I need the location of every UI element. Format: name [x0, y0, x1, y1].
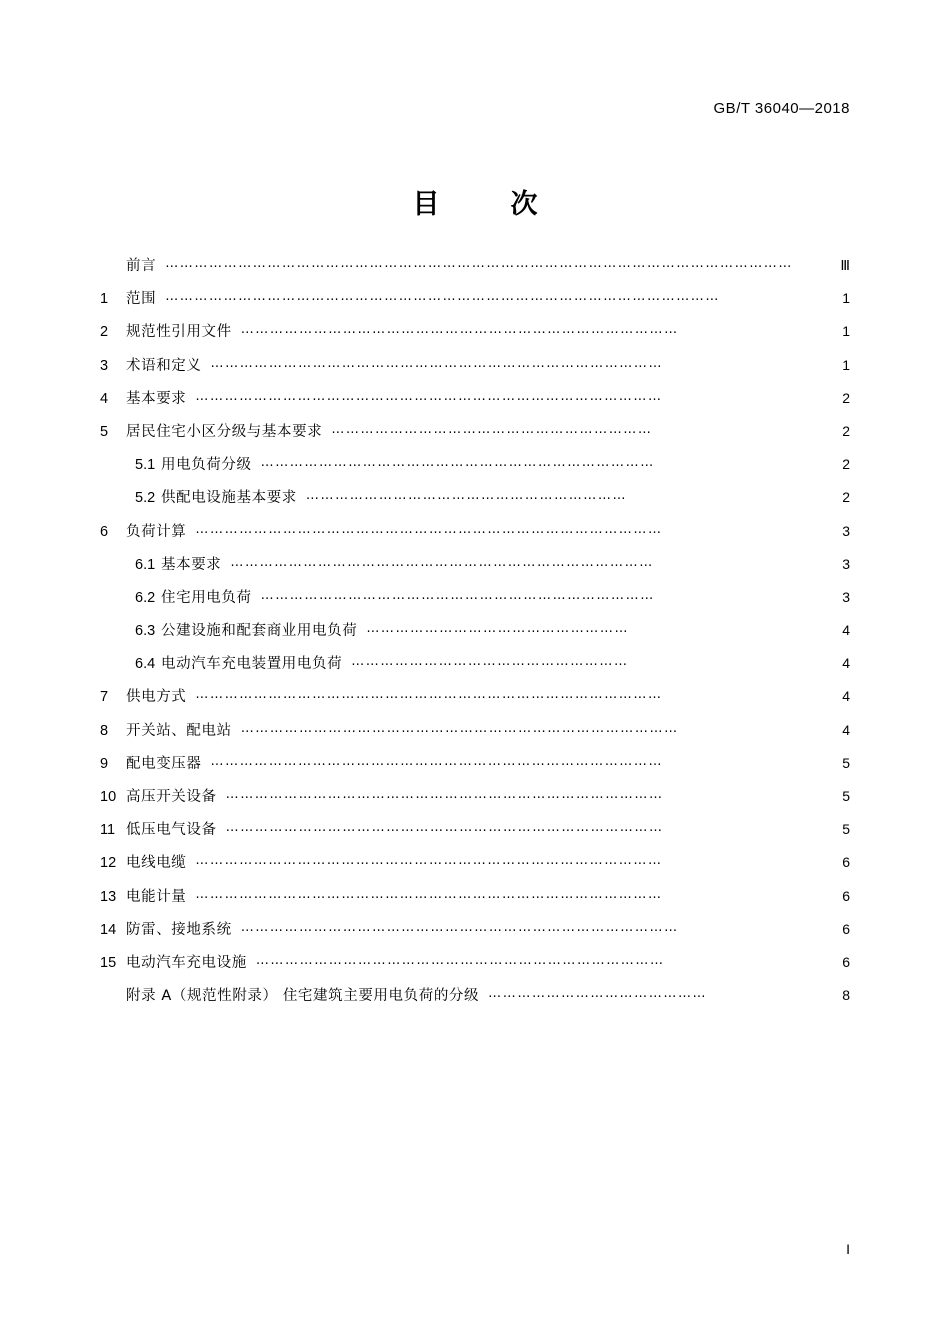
toc-entry-page: 5 — [842, 821, 850, 838]
toc-entry-number: 6 — [100, 523, 109, 540]
toc-entry-label: 电动汽车充电设施 — [126, 954, 247, 971]
toc-entry-page: 2 — [842, 389, 850, 406]
toc-entry-label: 术语和定义 — [126, 357, 202, 374]
toc-leader-dots: ………………………………………………………………………………… — [210, 356, 664, 370]
toc-entry-number: 6.4 — [135, 656, 156, 673]
toc-entry[interactable] — [100, 358, 850, 391]
toc-leader-dots: ……………………………………………………………………………… — [225, 788, 664, 801]
toc-entry-number: 3 — [100, 357, 109, 374]
toc-entry-page: 5 — [842, 788, 850, 804]
toc-entry-label: 电能计量 — [126, 888, 187, 905]
toc-entry-label: 附录 A（规范性附录） 住宅建筑主要用电负荷的分级 — [126, 988, 480, 1005]
toc-entry[interactable] — [100, 955, 850, 988]
toc-entry-number: 5.2 — [135, 490, 156, 507]
toc-entry-label: 规范性引用文件 — [126, 324, 232, 341]
toc-leader-dots: ………………………………………………………………………… — [255, 953, 665, 967]
toc-entry[interactable] — [100, 291, 850, 324]
toc-entry-label: 用电负荷分级 — [161, 457, 252, 474]
toc-entry-label: 电动汽车充电装置用电负荷 — [161, 656, 343, 673]
toc-entry[interactable] — [100, 590, 850, 623]
toc-entry-number: 13 — [100, 888, 117, 905]
toc-entry-number: 5 — [100, 423, 109, 440]
toc-entry-label: 配电变压器 — [126, 755, 202, 772]
toc-entry-label: 基本要求 — [126, 390, 187, 407]
toc-entry[interactable] — [100, 756, 850, 789]
toc-entry[interactable] — [100, 391, 850, 424]
toc-leader-dots: ……………………………………………… — [366, 622, 630, 636]
toc-entry[interactable] — [100, 988, 850, 1021]
toc-entry-page: 1 — [842, 323, 850, 340]
toc-entry-number: 9 — [100, 755, 109, 772]
toc-entry-label: 供配电设施基本要求 — [161, 490, 297, 507]
toc-entry-number: 2 — [100, 324, 109, 341]
toc-entry-number: 6.3 — [135, 623, 156, 640]
toc-leader-dots: ………………………………………………………… — [305, 489, 628, 503]
toc-entry-label: 开关站、配电站 — [126, 722, 232, 739]
toc-entry-label: 低压电气设备 — [126, 822, 217, 839]
toc-entry[interactable] — [100, 524, 850, 557]
toc-entry[interactable] — [100, 922, 850, 955]
toc-entry-page: 6 — [842, 920, 850, 937]
toc-entry-page: 4 — [842, 622, 850, 639]
toc-entry-page: 3 — [842, 555, 850, 572]
toc-entry[interactable] — [100, 789, 850, 822]
toc-entry[interactable] — [100, 424, 850, 457]
toc-entry-page: 4 — [842, 688, 850, 705]
toc-leader-dots: ………………………………………………………… — [331, 422, 653, 436]
toc-entry-label: 居民住宅小区分级与基本要求 — [126, 423, 323, 440]
toc-entry[interactable] — [100, 855, 850, 888]
toc-leader-dots: …………………………………………………………………………………… — [195, 688, 663, 702]
toc-entry-label: 范围 — [126, 291, 157, 308]
toc-leader-dots: ……………………………………………………………………… — [260, 456, 655, 470]
toc-entry-number: 14 — [100, 921, 117, 938]
toc-entry-page: 2 — [842, 422, 850, 439]
toc-leader-dots: …………………………………………………………………………… — [230, 555, 654, 569]
toc-entry-number: 10 — [100, 789, 117, 805]
toc-entry-page: 6 — [842, 953, 850, 970]
toc-entry-page: 3 — [842, 588, 850, 605]
toc-entry-page: 2 — [842, 456, 850, 473]
toc-entry[interactable] — [100, 656, 850, 689]
toc-entry[interactable] — [100, 557, 850, 590]
toc-entry-number: 6.2 — [135, 589, 156, 606]
toc-leader-dots: ………………………………………………………………………………… — [210, 754, 664, 768]
toc-entry-page: 6 — [842, 887, 850, 904]
toc-entry-page: 8 — [842, 987, 850, 1004]
toc-entry-label: 前言 — [126, 258, 157, 274]
toc-entry[interactable] — [100, 889, 850, 922]
toc-entry[interactable] — [100, 457, 850, 490]
page-title: 目 次 — [412, 189, 560, 220]
toc-leader-dots: ……………………………………………………………………………… — [240, 920, 679, 934]
toc-entry-number: 5.1 — [135, 457, 156, 474]
standard-code: GB/T 36040—2018 — [713, 100, 850, 117]
toc-entry-label: 高压开关设备 — [126, 789, 217, 805]
toc-leader-dots: ……………………………………………………………………… — [260, 588, 655, 602]
toc-entry[interactable] — [100, 689, 850, 722]
toc-entry-page: 5 — [842, 754, 850, 771]
toc-entry-page: 3 — [842, 522, 850, 539]
toc-entry[interactable] — [100, 822, 850, 855]
toc-leader-dots: ………………………………………………………………………………………………………………… — [165, 257, 794, 270]
toc-entry-page: 4 — [842, 655, 850, 672]
toc-entry-page: Ⅲ — [840, 257, 850, 273]
toc-entry-number: 6.1 — [135, 556, 156, 573]
toc-entry-number: 11 — [100, 822, 116, 839]
toc-entry-number: 15 — [100, 954, 117, 971]
toc-entry[interactable] — [100, 490, 850, 523]
toc-entry-page: 2 — [842, 489, 850, 506]
toc-leader-dots: …………………………………………………………………………………… — [195, 522, 663, 536]
toc-leader-dots: ……………………………………………………………………………… — [225, 821, 664, 835]
toc-entry[interactable] — [100, 623, 850, 656]
toc-leader-dots: ……………………………………………………………………………… — [240, 323, 679, 337]
toc-leader-dots: …………………………………………………………………………………… — [195, 887, 663, 901]
toc-entry[interactable] — [100, 324, 850, 357]
footer-page-number: I — [846, 1241, 850, 1257]
toc-entry-number: 1 — [100, 291, 109, 308]
toc-entry-number: 4 — [100, 390, 109, 407]
toc-leader-dots: ……………………………………………………………………………… — [240, 721, 679, 735]
toc-entry-page: 6 — [842, 854, 850, 871]
toc-entry-label: 供电方式 — [126, 689, 187, 706]
toc-entry-page: 1 — [842, 290, 850, 307]
toc-entry-label: 负荷计算 — [126, 523, 187, 540]
toc-leader-dots: …………………………………………………………………………………… — [195, 854, 663, 868]
toc-entry-label: 电线电缆 — [126, 855, 187, 872]
toc-entry-page: 4 — [842, 721, 850, 738]
toc-entry-label: 公建设施和配套商业用电负荷 — [161, 623, 358, 640]
toc-leader-dots: …………………………………………………………………………………………………… — [165, 290, 721, 304]
toc-entry-number: 8 — [100, 722, 109, 739]
toc-entry-label: 基本要求 — [161, 556, 222, 573]
toc-leader-dots: …………………………………………………………………………………… — [195, 389, 663, 403]
toc-entry-number: 7 — [100, 689, 109, 706]
toc-leader-dots: ……………………………………… — [488, 987, 708, 1001]
toc-entry-number: 12 — [100, 855, 117, 872]
toc-entry-label: 防雷、接地系统 — [126, 921, 232, 938]
toc-entry[interactable] — [100, 258, 850, 291]
table-of-contents — [100, 258, 850, 1021]
toc-entry-page: 1 — [842, 356, 850, 373]
toc-leader-dots: ………………………………………………… — [351, 655, 629, 669]
toc-entry-label: 住宅用电负荷 — [161, 589, 252, 606]
toc-entry[interactable] — [100, 723, 850, 756]
